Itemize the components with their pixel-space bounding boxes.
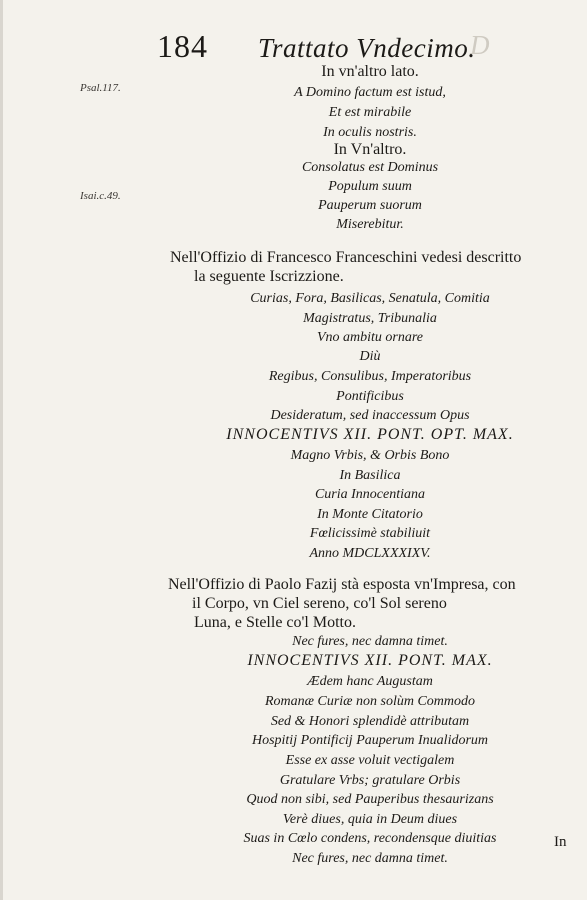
section1-line: In oculis nostris.	[323, 125, 417, 140]
inscription-line: Quod non sibi, sed Pauperibus thesaurizans	[246, 792, 494, 807]
motto-line: Nec fures, nec damna timet.	[292, 634, 448, 649]
inscription-line: Vno ambitu ornare	[316, 330, 424, 345]
inscription-line: Romanæ Curiæ non solùm Commodo	[264, 694, 476, 709]
section1-line: A Domino factum est istud,	[294, 85, 446, 100]
section3-intro: Luna, e Stelle co'l Motto.	[194, 614, 356, 631]
inscription-line: Sed & Honori splendidè attributam	[270, 714, 470, 729]
running-title: Trattato Vndecimo.	[258, 33, 476, 63]
section3-intro: il Corpo, vn Ciel sereno, co'l Sol sereno	[192, 595, 447, 612]
show-through-letter: D	[470, 30, 490, 60]
section2-intro: la seguente Iscrizzione.	[194, 268, 344, 285]
inscription-line: Curias, Fora, Basilicas, Senatula, Comitia	[250, 291, 490, 306]
catchword: In	[554, 834, 567, 850]
page-number: 184	[157, 28, 208, 64]
inscription-line: Ædem hanc Augustam	[307, 674, 433, 689]
section1-intro2: In Vn'altro.	[333, 141, 407, 158]
inscription-line: Magistratus, Tribunalia	[303, 311, 437, 326]
inscription-line: Gratulare Vrbs; gratulare Orbis	[279, 773, 461, 788]
inscription-line: Nec fures, nec damna timet.	[292, 851, 448, 866]
gutter-shadow	[0, 0, 3, 900]
section1-line: Populum suum	[328, 179, 412, 194]
inscription-line: Anno MDCLXXXIXV.	[309, 546, 431, 561]
inscription-line: Suas in Cœlo condens, recondensque diuitias	[243, 831, 497, 846]
inscription-line: In Basilica	[339, 468, 401, 483]
margin-note-psalm: Psal.117.	[80, 82, 121, 94]
inscription-line: Fœlicissimè stabiliuit	[309, 526, 431, 541]
inscription-line: Magno Vrbis, & Orbis Bono	[290, 448, 450, 463]
section1-line: Miserebitur.	[336, 217, 404, 232]
section1-intro: In vn'altro lato.	[321, 63, 419, 80]
section2-intro: Nell'Offizio di Francesco Franceschini vedesi descritto	[170, 249, 522, 266]
inscription-line: Diù	[359, 349, 381, 364]
inscription-line: Curia Innocentiana	[314, 487, 426, 502]
inscription-line: Regibus, Consulibus, Imperatoribus	[268, 369, 472, 384]
inscription-line: Verè diues, quia in Deum diues	[282, 812, 458, 827]
inscription-line: Hospitij Pontificij Pauperum Inualidorum	[251, 733, 489, 748]
section3-intro: Nell'Offizio di Paolo Fazij stà esposta vn'Impresa, con	[168, 576, 516, 593]
inscription-line: Esse ex asse voluit vectigalem	[285, 753, 455, 768]
section1-line: Et est mirabile	[328, 105, 412, 120]
inscription-line: INNOCENTIVS XII. PONT. OPT. MAX.	[226, 426, 514, 443]
inscription-line: INNOCENTIVS XII. PONT. MAX.	[247, 652, 493, 669]
section1-line: Consolatus est Dominus	[301, 160, 439, 175]
inscription-line: Desideratum, sed inaccessum Opus	[270, 408, 470, 423]
inscription-line: In Monte Citatorio	[317, 507, 423, 522]
inscription-line: Pontificibus	[336, 389, 404, 404]
section1-line: Pauperum suorum	[318, 198, 422, 213]
margin-note-isaiah: Isai.c.49.	[80, 190, 121, 202]
